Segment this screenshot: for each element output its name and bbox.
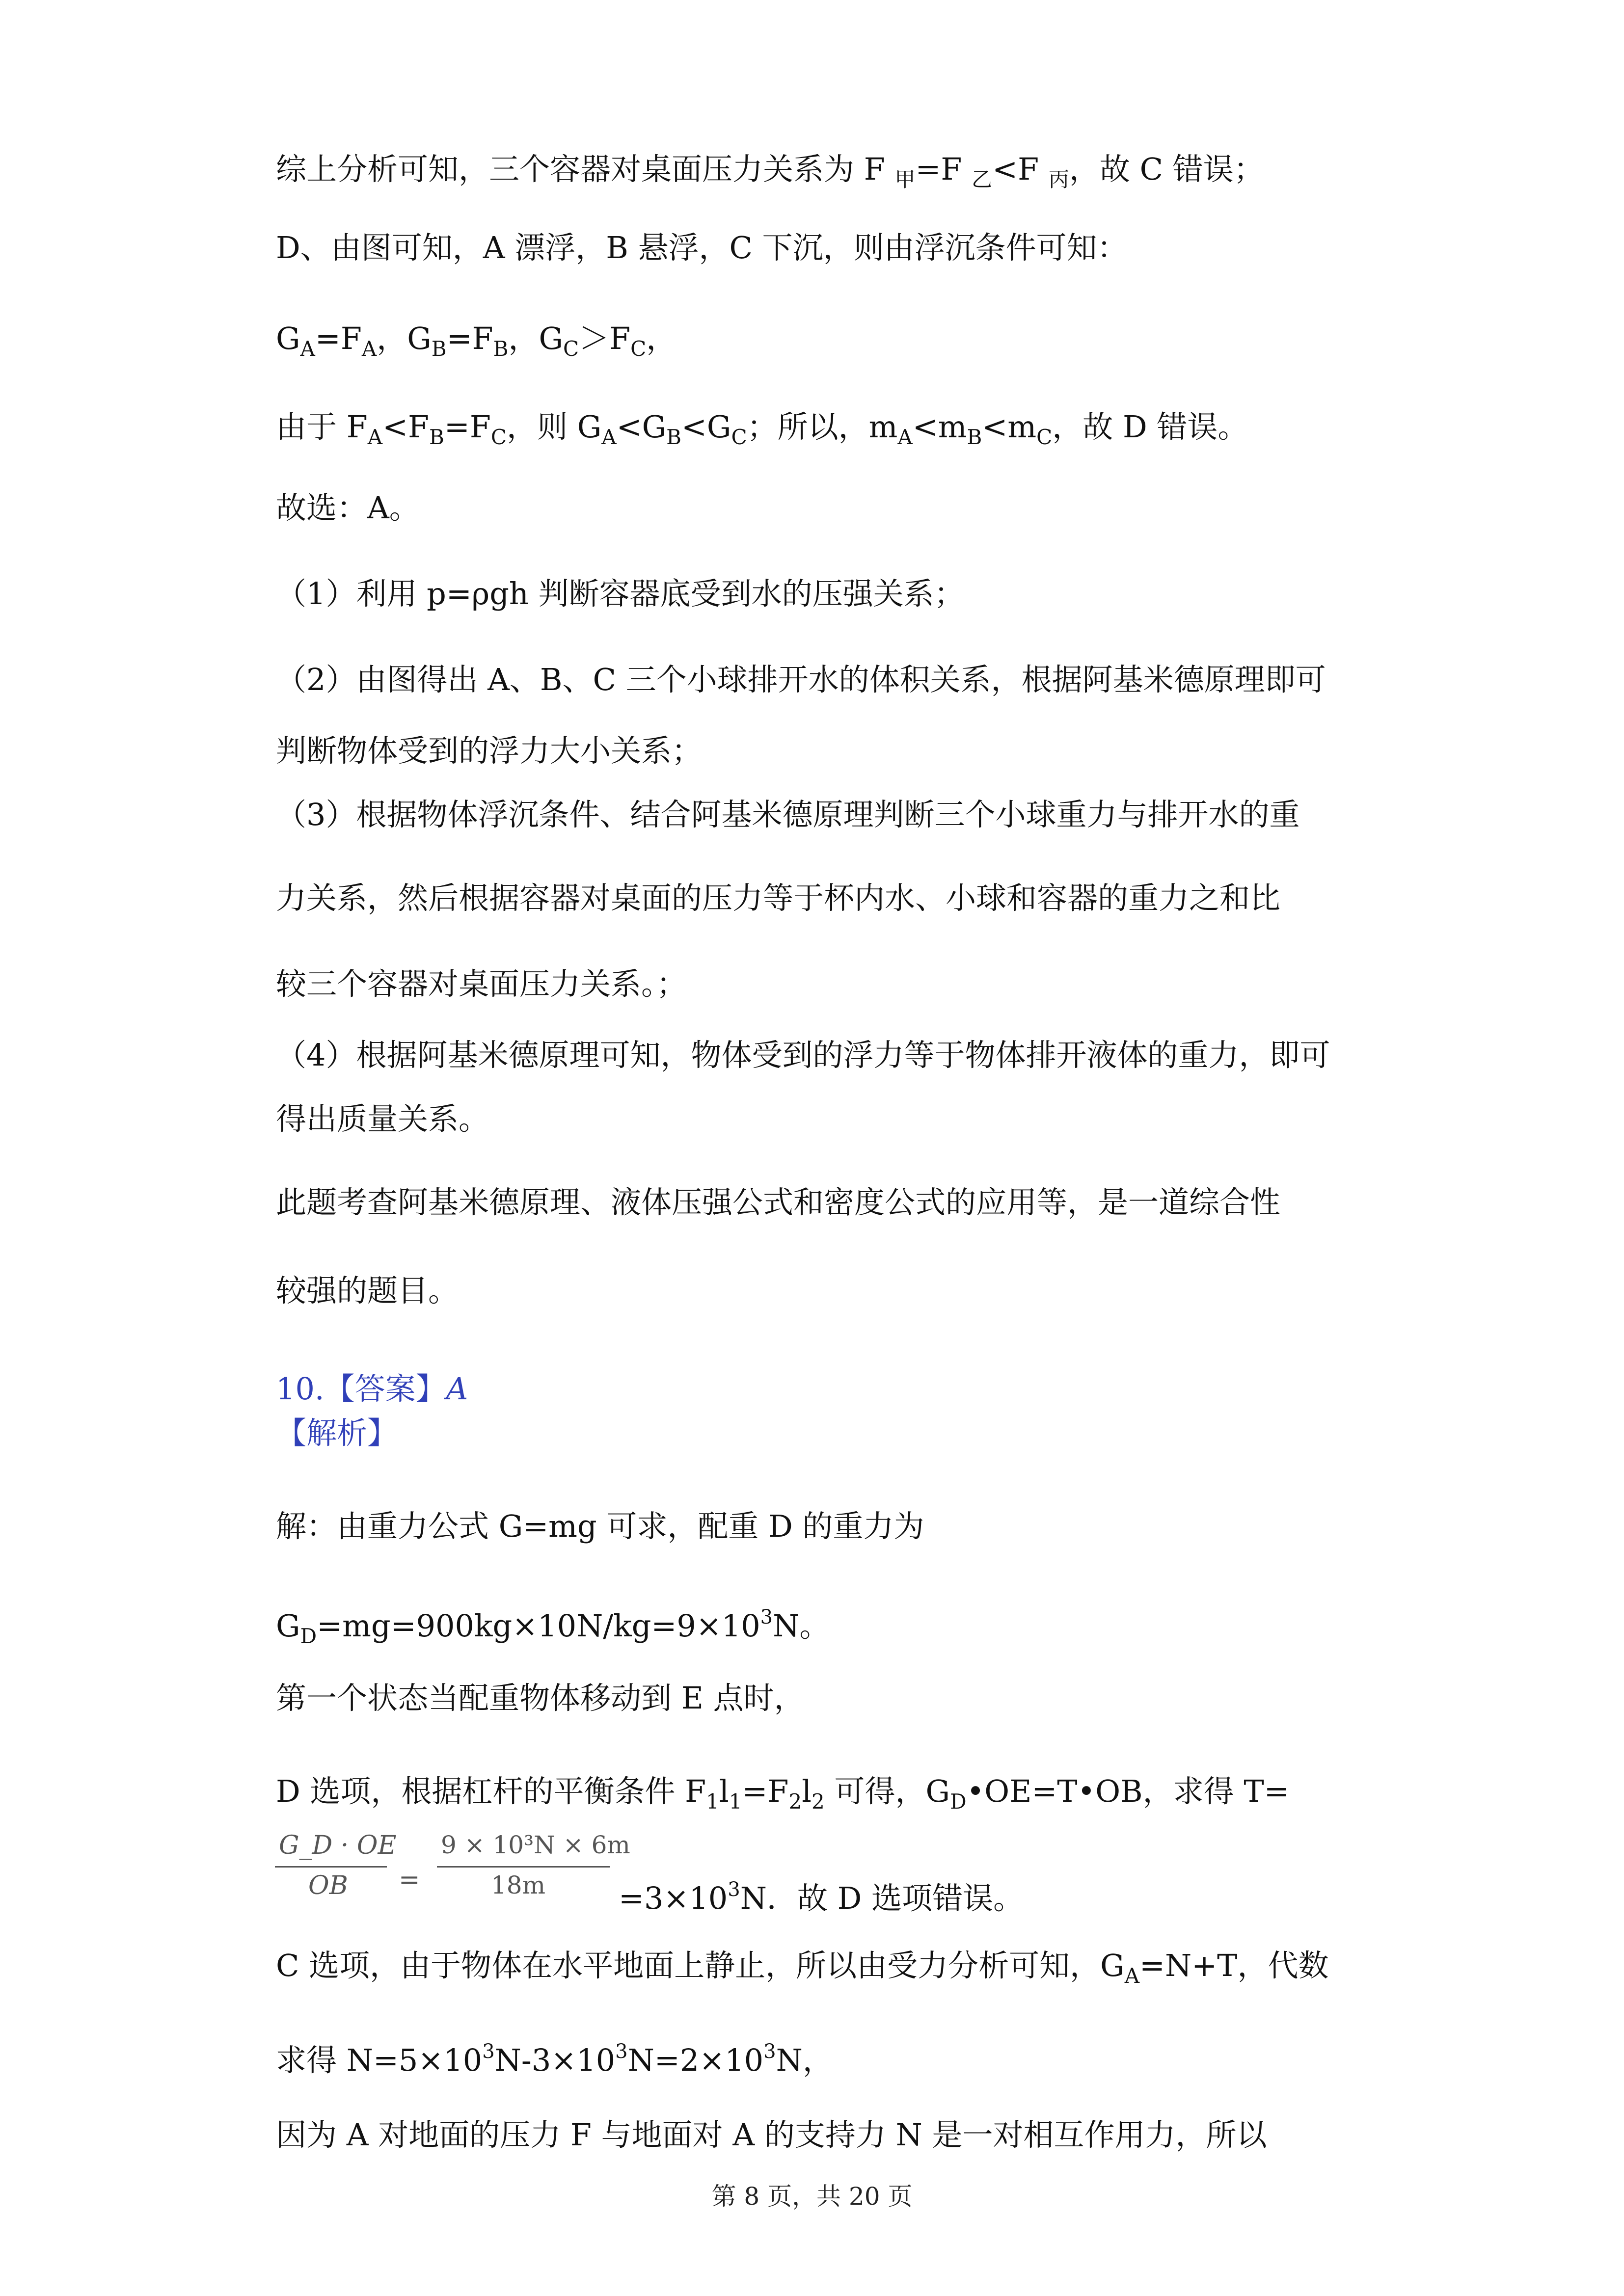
text-line-17: $G_D=mg=900kg\times 10N/kg=9\times 10^3N$。: [276, 1606, 830, 1648]
text-line-9: （3）根据物体浮沉条件、结合阿基米德原理判断三个小球重力与排开水的重: [276, 797, 1300, 832]
fraction-god-over-ob: G_D · OE OB: [275, 1831, 393, 1914]
text-line-16: 解：由重力公式 G=mg 可求，配重 D 的重力为: [276, 1508, 924, 1544]
text-line-8: 判断物体受到的浮力大小关系；: [276, 733, 703, 769]
text-line-3: $G_A=F_A$，$G_B=F_B$，$G_C>F_C$，: [276, 320, 677, 361]
fraction-numeric: 9 × 10³N × 6m 18m: [437, 1831, 614, 1914]
text-line-22: 求得 $N=5\times 10^3N-3\times 10^3N=2\times 10^3N$，: [276, 2040, 833, 2078]
text-line-19: D 选项，根据杠杆的平衡条件 $F_1l_1=F_2l_2$ 可得，$G_D•OE=T•OB$，求得 T=: [276, 1773, 1290, 1814]
text-line-14: 此题考查阿基米德原理、液体压强公式和密度公式的应用等，是一道综合性: [276, 1184, 1281, 1220]
text-line-6: （1）利用 p=ρgh 判断容器底受到水的压强关系；: [276, 576, 965, 612]
answer-heading: 10.【答案】A: [276, 1371, 468, 1407]
text-line-13: 得出质量关系。: [276, 1101, 489, 1137]
text-line-4: 由于 $F_A<F_B=F_C$，则 $G_A<G_B<G_C$；所以，$m_A<m_B<m_C$，故 D 错误。: [276, 409, 1248, 449]
text-line-12: （4）根据阿基米德原理可知，物体受到的浮力等于物体排开液体的重力，即可: [276, 1037, 1330, 1073]
text-line-23: 因为 A 对地面的压力 F 与地面对 A 的支持力 N 是一对相互作用力，所以: [276, 2117, 1267, 2153]
text-line-1: 综上分析可知，三个容器对桌面压力关系为 F $_甲$=F $_乙$<F $_丙$，故 C 错误；: [276, 151, 1264, 191]
text-line-5: 故选：A。: [276, 490, 420, 526]
text-line-2: D、由图可知，A 漂浮，B 悬浮，C 下沉，则由浮沉条件可知：: [276, 230, 1128, 266]
text-line-18: 第一个状态当配重物体移动到 E 点时，: [276, 1680, 805, 1716]
text-line-7: （2）由图得出 A、B、C 三个小球排开水的体积关系，根据阿基米德原理即可: [276, 662, 1326, 697]
fraction-equals: =: [399, 1865, 420, 1895]
text-line-11: 较三个容器对桌面压力关系。；: [276, 966, 687, 1002]
text-line-21: C 选项，由于物体在水平地面上静止，所以由受力分析可知，$G_A=N+T$，代数: [276, 1948, 1329, 1988]
page-footer: 第 8 页，共 20 页: [711, 2182, 913, 2211]
text-line-20: $=3\times 10^3N$．故 D 选项错误。: [619, 1878, 1024, 1916]
analysis-heading: 【解析】: [276, 1415, 398, 1451]
text-line-10: 力关系，然后根据容器对桌面的压力等于杯内水、小球和容器的重力之和比: [276, 880, 1281, 916]
text-line-15: 较强的题目。: [276, 1273, 459, 1308]
